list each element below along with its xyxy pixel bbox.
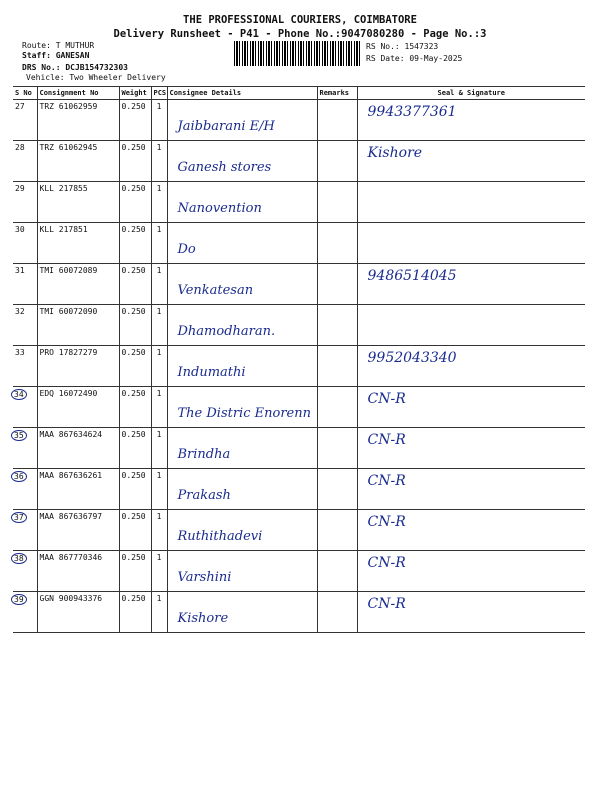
row-sno [13,428,37,469]
row-weight [119,346,151,387]
row-pcs-text: 1 [156,307,162,316]
row-pcs-text: 1 [156,102,162,111]
row-remarks [317,510,357,551]
row-pcs [151,387,167,428]
row-consignee [167,551,317,592]
table-row [13,141,585,182]
row-consignee [167,141,317,182]
row-signature-text: CN-R [367,473,406,489]
col-weight: Weight [119,87,151,100]
row-pcs [151,141,167,182]
table-row [13,305,585,346]
row-remarks [317,469,357,510]
table-row [13,264,585,305]
row-weight [119,592,151,633]
row-signature-text: CN-R [367,391,406,407]
row-pcs [151,346,167,387]
col-sno: S No [13,87,37,100]
row-signature [357,182,585,223]
row-signature-text: CN-R [367,514,406,530]
row-consignee-text: Nanovention [177,201,262,216]
row-consignee-text: Kishore [177,611,229,626]
row-signature [357,100,585,141]
row-consignment [37,428,119,469]
row-signature [357,141,585,182]
row-sno [13,223,37,264]
row-pcs-text: 1 [156,266,162,275]
table-row [13,100,585,141]
row-weight [119,428,151,469]
row-consignment [37,264,119,305]
row-sno-text: 37 [11,512,27,523]
vehicle-text: Vehicle: Two Wheeler Delivery [26,73,166,82]
row-pcs [151,305,167,346]
table-row [13,346,585,387]
row-consignee-text: Jaibbarani E/H [177,119,275,134]
row-signature [357,551,585,592]
row-consignee-text: Do [177,242,196,257]
row-sno [13,141,37,182]
row-remarks [317,100,357,141]
row-sno-text: 28 [15,143,25,152]
row-consignment [37,305,119,346]
row-consignee [167,305,317,346]
row-consignment [37,182,119,223]
row-weight-text: 0.250 [121,225,146,234]
col-pcs: PCS [151,87,167,100]
row-consignment-text: MAA 867636261 [39,471,103,480]
runsheet-table [13,86,585,633]
row-remarks [317,387,357,428]
row-sno-text: 36 [11,471,27,482]
staff-text: Staff: GANESAN [22,51,90,60]
rs-date: RS Date: 09-May-2025 [366,54,463,63]
row-sno [13,592,37,633]
row-consignment [37,510,119,551]
col-signature: Seal & Signature [357,87,585,100]
row-sno-text: 34 [11,389,27,400]
row-remarks [317,346,357,387]
row-sno-text: 33 [15,348,25,357]
row-consignment-text: MAA 867636797 [39,512,103,521]
table-row [13,551,585,592]
row-signature [357,387,585,428]
table-row [13,592,585,633]
row-remarks [317,428,357,469]
row-consignee [167,182,317,223]
row-signature-text: CN-R [367,555,406,571]
row-consignee [167,346,317,387]
drs-text: DRS No.: DCJB154732303 [22,63,128,72]
row-consignment-text: MAA 867634624 [39,430,103,439]
runsheet-title: Delivery Runsheet - P41 - Phone No.:9047080280 - Page No.:3 [113,28,487,40]
row-pcs-text: 1 [156,225,162,234]
barcode [234,41,360,66]
table-row [13,223,585,264]
row-signature-text: 9952043340 [367,350,457,366]
row-pcs [151,592,167,633]
row-consignee-text: Brindha [177,447,231,462]
row-consignment [37,469,119,510]
row-weight [119,305,151,346]
table-row [13,510,585,551]
table-header [13,87,585,100]
row-sno [13,469,37,510]
row-pcs-text: 1 [156,348,162,357]
row-signature-text: 9943377361 [367,104,457,120]
row-weight-text: 0.250 [121,348,146,357]
row-consignee [167,592,317,633]
row-signature-text: CN-R [367,596,406,612]
row-sno-text: 32 [15,307,25,316]
row-pcs-text: 1 [156,471,162,480]
row-consignee [167,223,317,264]
row-consignee-text: The Distric Enorenn [177,406,311,421]
row-weight-text: 0.250 [121,553,146,562]
row-weight [119,182,151,223]
row-signature [357,428,585,469]
row-pcs-text: 1 [156,184,162,193]
row-sno [13,100,37,141]
row-signature [357,346,585,387]
col-consignment: Consignment No [37,87,119,100]
row-weight-text: 0.250 [121,143,146,152]
row-pcs [151,100,167,141]
row-consignment-text: MAA 867770346 [39,553,103,562]
row-sno-text: 39 [11,594,27,605]
row-remarks [317,305,357,346]
row-sno-text: 35 [11,430,27,441]
row-remarks [317,592,357,633]
row-weight [119,510,151,551]
row-pcs [151,469,167,510]
row-sno-text: 31 [15,266,25,275]
table-row [13,182,585,223]
company-title: THE PROFESSIONAL COURIERS, COIMBATORE [183,14,417,26]
col-remarks: Remarks [317,87,357,100]
row-pcs [151,182,167,223]
row-consignment-text: TMI 60072090 [39,307,98,316]
row-signature-text: 9486514045 [367,268,457,284]
row-pcs [151,551,167,592]
row-weight [119,551,151,592]
route-text: Route: T MUTHUR [22,41,95,50]
row-consignment [37,346,119,387]
row-pcs-text: 1 [156,594,162,603]
row-weight [119,141,151,182]
row-consignment-text: KLL 217851 [39,225,88,234]
row-signature [357,264,585,305]
row-sno-text: 29 [15,184,25,193]
row-signature [357,592,585,633]
row-pcs-text: 1 [156,430,162,439]
row-pcs-text: 1 [156,512,162,521]
row-weight [119,223,151,264]
row-weight [119,469,151,510]
row-consignee-text: Indumathi [177,365,246,380]
row-pcs [151,264,167,305]
row-consignment [37,223,119,264]
row-weight [119,387,151,428]
row-consignee-text: Dhamodharan. [177,324,276,339]
row-sno [13,510,37,551]
row-sno-text: 30 [15,225,25,234]
row-weight-text: 0.250 [121,594,146,603]
col-consignee: Consignee Details [167,87,317,100]
row-weight-text: 0.250 [121,102,146,111]
row-weight [119,264,151,305]
row-consignee [167,510,317,551]
row-consignment-text: TMI 60072089 [39,266,98,275]
row-sno [13,305,37,346]
row-signature [357,223,585,264]
row-consignment-text: GGN 900943376 [39,594,103,603]
row-sno [13,182,37,223]
row-remarks [317,141,357,182]
row-consignee-text: Prakash [177,488,231,503]
row-consignee-text: Venkatesan [177,283,254,298]
row-signature-text: Kishore [367,145,423,161]
table-row [13,387,585,428]
row-signature [357,510,585,551]
row-weight-text: 0.250 [121,389,146,398]
row-pcs [151,510,167,551]
row-consignee [167,428,317,469]
row-weight-text: 0.250 [121,184,146,193]
row-consignment [37,387,119,428]
row-sno [13,551,37,592]
row-sno-text: 38 [11,553,27,564]
row-pcs-text: 1 [156,143,162,152]
table-row [13,428,585,469]
row-consignment-text: TRZ 61062959 [39,102,98,111]
row-consignee [167,387,317,428]
row-consignee-text: Ruthithadevi [177,529,263,544]
row-consignment [37,100,119,141]
row-consignment-text: TRZ 61062945 [39,143,98,152]
row-signature [357,469,585,510]
row-weight-text: 0.250 [121,307,146,316]
row-sno-text: 27 [15,102,25,111]
row-signature [357,305,585,346]
row-pcs-text: 1 [156,553,162,562]
row-weight [119,100,151,141]
row-weight-text: 0.250 [121,512,146,521]
row-consignment-text: KLL 217855 [39,184,88,193]
row-sno [13,387,37,428]
row-consignment [37,141,119,182]
row-consignment-text: EDQ 16072490 [39,389,98,398]
row-consignment [37,592,119,633]
row-consignee-text: Varshini [177,570,232,585]
row-signature-text: CN-R [367,432,406,448]
row-remarks [317,223,357,264]
row-weight-text: 0.250 [121,266,146,275]
row-consignee-text: Ganesh stores [177,160,272,175]
row-consignee [167,264,317,305]
row-pcs [151,428,167,469]
row-sno [13,264,37,305]
row-consignee [167,469,317,510]
rs-no: RS No.: 1547323 [366,42,439,51]
row-consignment-text: PRO 17827279 [39,348,98,357]
row-consignee [167,100,317,141]
row-remarks [317,264,357,305]
row-remarks [317,551,357,592]
row-pcs-text: 1 [156,389,162,398]
row-weight-text: 0.250 [121,471,146,480]
row-sno [13,346,37,387]
table-row [13,469,585,510]
row-consignment [37,551,119,592]
row-pcs [151,223,167,264]
row-weight-text: 0.250 [121,430,146,439]
row-remarks [317,182,357,223]
